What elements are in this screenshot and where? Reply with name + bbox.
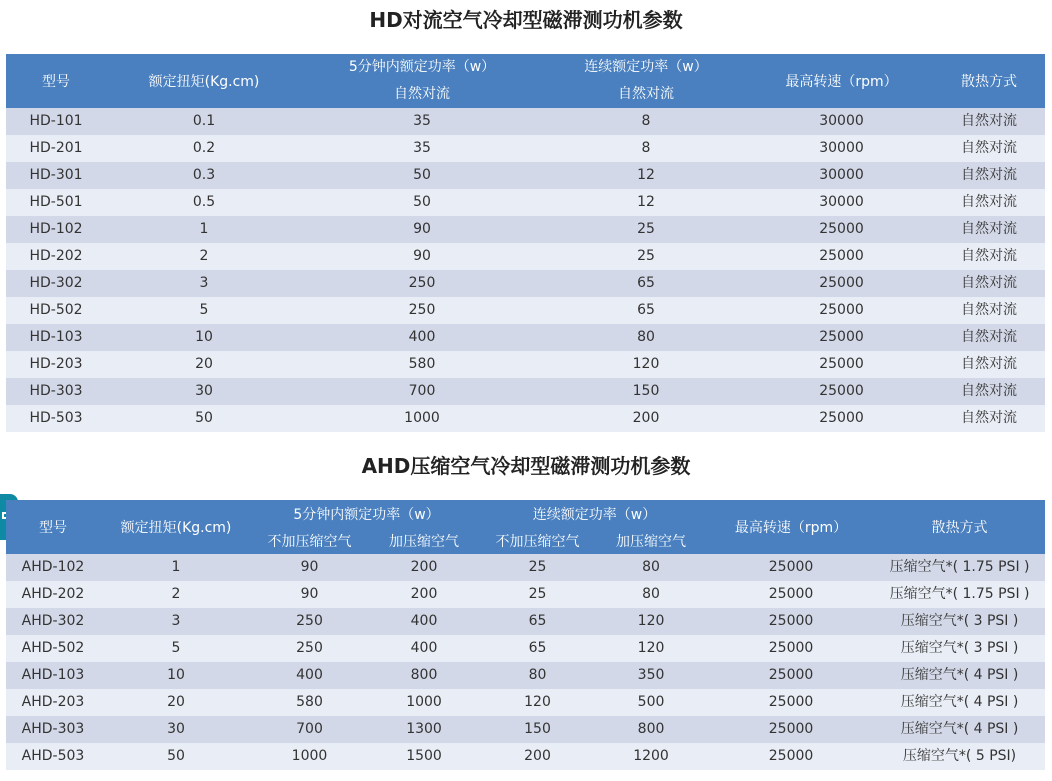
table-cell: 800 xyxy=(594,716,708,743)
hd-table-body xyxy=(6,108,1045,432)
table-cell: HD-501 xyxy=(6,189,106,216)
table-row xyxy=(6,554,1045,581)
table-cell: 1500 xyxy=(367,743,481,770)
table-row xyxy=(6,608,1045,635)
table-cell: 25000 xyxy=(708,608,874,635)
table-cell: 50 xyxy=(302,189,542,216)
table-cell: HD-502 xyxy=(6,297,106,324)
table-cell: 65 xyxy=(481,608,594,635)
table-cell: 0.5 xyxy=(106,189,302,216)
table-cell: 65 xyxy=(542,297,750,324)
table-row xyxy=(6,189,1045,216)
table-cell: 自然对流 xyxy=(933,270,1045,297)
table-cell: 30 xyxy=(100,716,252,743)
table-cell: 120 xyxy=(594,635,708,662)
table-cell: 压缩空气*( 3 PSI ) xyxy=(874,635,1045,662)
table-cell: AHD-102 xyxy=(6,554,100,581)
table-cell: 25000 xyxy=(750,351,933,378)
col-max-speed: 最高转速（rpm） xyxy=(750,54,933,108)
table-cell: 200 xyxy=(481,743,594,770)
table-cell: 250 xyxy=(302,270,542,297)
table-cell: 580 xyxy=(302,351,542,378)
col-power-5min-sub: 自然对流 xyxy=(394,86,450,102)
table-cell: HD-201 xyxy=(6,135,106,162)
col-power-continuous-label: 连续额定功率（w） xyxy=(584,59,708,75)
table-cell: 2 xyxy=(106,243,302,270)
col-torque: 额定扭矩(Kg.cm) xyxy=(100,500,252,554)
table-row xyxy=(6,216,1045,243)
table-cell: 400 xyxy=(252,662,367,689)
table-cell: 25000 xyxy=(708,662,874,689)
table-cell: 700 xyxy=(302,378,542,405)
col-cooling: 散热方式 xyxy=(874,500,1045,554)
table-cell: 90 xyxy=(302,216,542,243)
table-cell: 1000 xyxy=(367,689,481,716)
table-row xyxy=(6,270,1045,297)
col-power-continuous-air: 加压缩空气 xyxy=(594,527,708,554)
table-cell: 20 xyxy=(106,351,302,378)
table-cell: 30 xyxy=(106,378,302,405)
table-cell: HD-203 xyxy=(6,351,106,378)
table-cell: HD-202 xyxy=(6,243,106,270)
col-power-5min-air: 加压缩空气 xyxy=(367,527,481,554)
col-power-continuous-no-air: 不加压缩空气 xyxy=(481,527,594,554)
table-cell: 25000 xyxy=(708,716,874,743)
table-cell: 12 xyxy=(542,189,750,216)
table-row xyxy=(6,716,1045,743)
table-cell: 5 xyxy=(106,297,302,324)
ahd-params-table xyxy=(6,500,1045,770)
table-cell: 1300 xyxy=(367,716,481,743)
table-cell: 25 xyxy=(542,216,750,243)
table-cell: 自然对流 xyxy=(933,378,1045,405)
table-cell: 5 xyxy=(100,635,252,662)
table-cell: 90 xyxy=(252,581,367,608)
table-row xyxy=(6,135,1045,162)
col-power-continuous-sub: 自然对流 xyxy=(618,86,674,102)
table-cell: 50 xyxy=(106,405,302,432)
table-cell: 1200 xyxy=(594,743,708,770)
table-cell: HD-103 xyxy=(6,324,106,351)
table-row xyxy=(6,108,1045,135)
table-cell: 10 xyxy=(100,662,252,689)
table-cell: 80 xyxy=(594,581,708,608)
col-power-continuous xyxy=(542,54,750,108)
col-cooling: 散热方式 xyxy=(933,54,1045,108)
table-cell: 25 xyxy=(481,581,594,608)
col-torque: 额定扭矩(Kg.cm) xyxy=(106,54,302,108)
table-cell: 50 xyxy=(302,162,542,189)
col-max-speed: 最高转速（rpm） xyxy=(708,500,874,554)
col-model: 型号 xyxy=(6,500,100,554)
table-cell: 压缩空气*( 3 PSI ) xyxy=(874,608,1045,635)
table-row xyxy=(6,378,1045,405)
table-row xyxy=(6,581,1045,608)
table-row xyxy=(6,324,1045,351)
table-cell: 30000 xyxy=(750,108,933,135)
table-cell: 350 xyxy=(594,662,708,689)
table-cell: HD-101 xyxy=(6,108,106,135)
table-cell: 2 xyxy=(100,581,252,608)
table-cell: 自然对流 xyxy=(933,135,1045,162)
table-cell: 65 xyxy=(542,270,750,297)
table-row xyxy=(6,351,1045,378)
table-cell: 1000 xyxy=(252,743,367,770)
table-cell: 25000 xyxy=(750,216,933,243)
table-cell: 自然对流 xyxy=(933,189,1045,216)
table-cell: 90 xyxy=(302,243,542,270)
table-cell: 1 xyxy=(106,216,302,243)
table-cell: 700 xyxy=(252,716,367,743)
table-cell: HD-102 xyxy=(6,216,106,243)
table-cell: AHD-203 xyxy=(6,689,100,716)
table-cell: 250 xyxy=(302,297,542,324)
col-power-5min-label: 5分钟内额定功率（w） xyxy=(348,59,496,75)
table-row xyxy=(6,162,1045,189)
table-cell: 25000 xyxy=(708,689,874,716)
table-cell: 200 xyxy=(367,581,481,608)
table-cell: 250 xyxy=(252,635,367,662)
table-cell: 自然对流 xyxy=(933,243,1045,270)
table-header-row xyxy=(6,54,1045,108)
table-cell: 自然对流 xyxy=(933,324,1045,351)
col-power-5min-no-air: 不加压缩空气 xyxy=(252,527,367,554)
table-cell: 20 xyxy=(100,689,252,716)
table-cell: 30000 xyxy=(750,189,933,216)
table-cell: AHD-503 xyxy=(6,743,100,770)
table-cell: 25000 xyxy=(750,324,933,351)
table-cell: 25000 xyxy=(750,270,933,297)
col-model: 型号 xyxy=(6,54,106,108)
table-cell: 0.1 xyxy=(106,108,302,135)
table-cell: 25 xyxy=(542,243,750,270)
table-cell: 自然对流 xyxy=(933,108,1045,135)
ahd-table-body xyxy=(6,554,1045,770)
table-header-row xyxy=(6,500,1045,527)
table-row xyxy=(6,405,1045,432)
table-cell: 压缩空气*( 4 PSI ) xyxy=(874,662,1045,689)
table-cell: 120 xyxy=(481,689,594,716)
table-cell: HD-301 xyxy=(6,162,106,189)
table-cell: 压缩空气*( 4 PSI ) xyxy=(874,689,1045,716)
table-cell: 80 xyxy=(481,662,594,689)
table-row xyxy=(6,743,1045,770)
table-cell: 3 xyxy=(106,270,302,297)
table-cell: 自然对流 xyxy=(933,162,1045,189)
table-cell: 3 xyxy=(100,608,252,635)
table-cell: 65 xyxy=(481,635,594,662)
table-cell: 400 xyxy=(367,635,481,662)
table-cell: 25000 xyxy=(708,743,874,770)
hd-table-title: HD对流空气冷却型磁滞测功机参数 xyxy=(369,8,683,32)
table-cell: 25000 xyxy=(750,243,933,270)
col-power-continuous: 连续额定功率（w） xyxy=(481,500,708,527)
table-cell: HD-303 xyxy=(6,378,106,405)
table-row xyxy=(6,297,1045,324)
table-cell: HD-302 xyxy=(6,270,106,297)
table-cell: AHD-303 xyxy=(6,716,100,743)
table-row xyxy=(6,662,1045,689)
ahd-table-title: AHD压缩空气冷却型磁滞测功机参数 xyxy=(361,454,691,478)
table-row xyxy=(6,689,1045,716)
table-row xyxy=(6,635,1045,662)
table-cell: HD-503 xyxy=(6,405,106,432)
table-cell: 压缩空气*( 1.75 PSI ) xyxy=(874,554,1045,581)
table-cell: 35 xyxy=(302,108,542,135)
table-cell: 580 xyxy=(252,689,367,716)
table-cell: 250 xyxy=(252,608,367,635)
col-power-5min xyxy=(302,54,542,108)
table-cell: 压缩空气*( 1.75 PSI ) xyxy=(874,581,1045,608)
table-cell: 30000 xyxy=(750,162,933,189)
table-cell: 120 xyxy=(542,351,750,378)
table-cell: 1 xyxy=(100,554,252,581)
table-cell: 200 xyxy=(542,405,750,432)
table-cell: AHD-202 xyxy=(6,581,100,608)
table-cell: 0.2 xyxy=(106,135,302,162)
table-cell: 25000 xyxy=(708,554,874,581)
table-cell: 压缩空气*( 5 PSI) xyxy=(874,743,1045,770)
table-cell: 0.3 xyxy=(106,162,302,189)
table-cell: 80 xyxy=(594,554,708,581)
table-cell: 30000 xyxy=(750,135,933,162)
table-cell: 25000 xyxy=(708,635,874,662)
table-cell: 25000 xyxy=(708,581,874,608)
table-cell: AHD-103 xyxy=(6,662,100,689)
table-cell: 800 xyxy=(367,662,481,689)
table-cell: 自然对流 xyxy=(933,297,1045,324)
col-power-5min: 5分钟内额定功率（w） xyxy=(252,500,481,527)
table-cell: AHD-302 xyxy=(6,608,100,635)
table-cell: 150 xyxy=(542,378,750,405)
table-cell: 90 xyxy=(252,554,367,581)
table-cell: 150 xyxy=(481,716,594,743)
table-cell: 12 xyxy=(542,162,750,189)
hd-params-table xyxy=(6,54,1045,432)
table-cell: 压缩空气*( 4 PSI ) xyxy=(874,716,1045,743)
table-cell: 400 xyxy=(367,608,481,635)
table-cell: 自然对流 xyxy=(933,351,1045,378)
table-cell: 25000 xyxy=(750,405,933,432)
table-cell: 8 xyxy=(542,108,750,135)
table-cell: 50 xyxy=(100,743,252,770)
table-cell: 35 xyxy=(302,135,542,162)
table-cell: 1000 xyxy=(302,405,542,432)
table-cell: 200 xyxy=(367,554,481,581)
table-cell: 500 xyxy=(594,689,708,716)
table-cell: 8 xyxy=(542,135,750,162)
table-cell: 400 xyxy=(302,324,542,351)
table-cell: 自然对流 xyxy=(933,216,1045,243)
table-cell: 25000 xyxy=(750,378,933,405)
table-cell: 25000 xyxy=(750,297,933,324)
table-row xyxy=(6,243,1045,270)
table-cell: AHD-502 xyxy=(6,635,100,662)
table-cell: 25 xyxy=(481,554,594,581)
table-cell: 10 xyxy=(106,324,302,351)
table-cell: 120 xyxy=(594,608,708,635)
table-cell: 80 xyxy=(542,324,750,351)
table-cell: 自然对流 xyxy=(933,405,1045,432)
